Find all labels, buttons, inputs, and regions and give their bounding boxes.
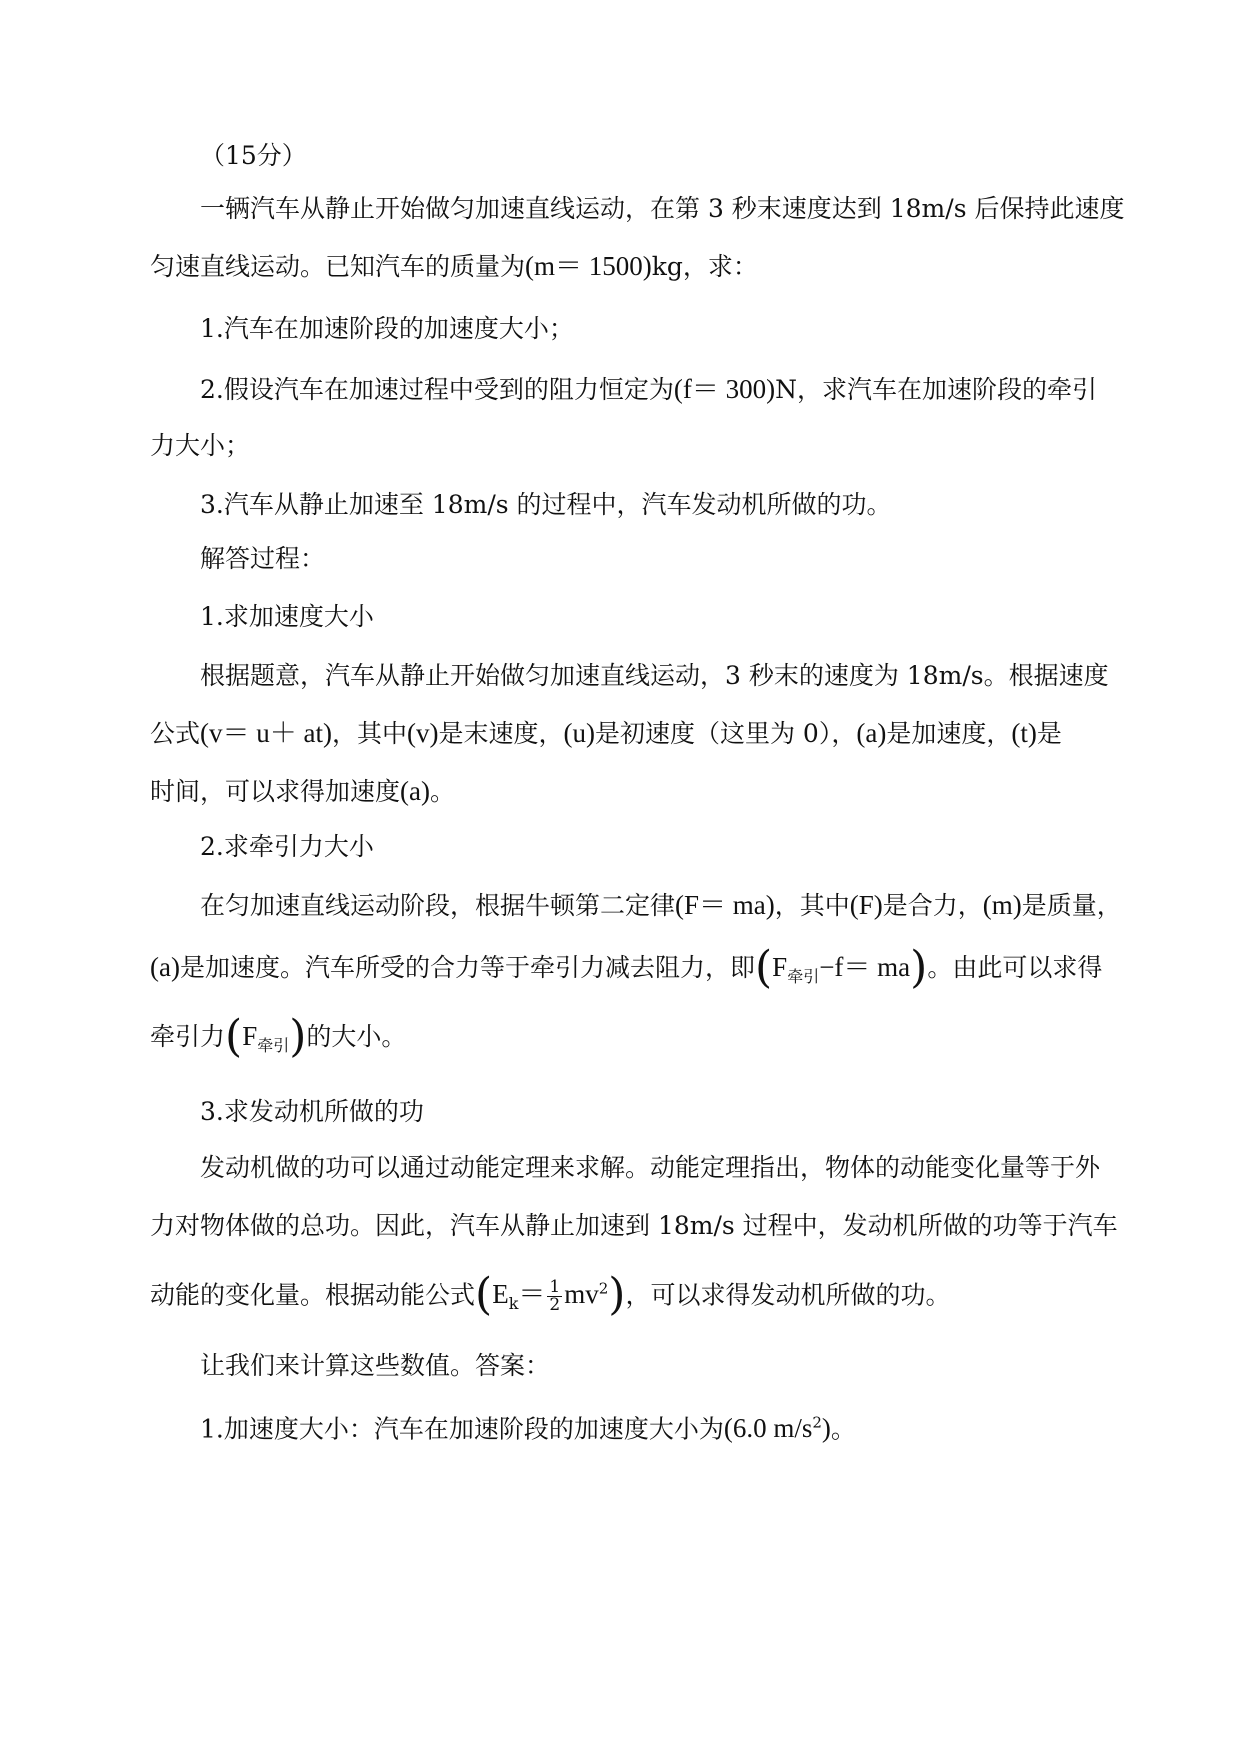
step-2-line-1: 在匀加速直线运动阶段，根据牛顿第二定律(F＝ ma)，其中(F)是合力，(m)是质量， [200, 890, 1122, 920]
velocity-formula: (v＝ u＋ at) [200, 718, 332, 748]
step-3-line-1: 发动机做的功可以通过动能定理来求解。动能定理指出，物体的动能变化量等于外 [200, 1153, 1101, 1182]
solution-heading: 解答过程： [200, 544, 326, 573]
question-3: 3.汽车从静止加速至 18m/s 的过程中，汽车发动机所做的功。 [200, 490, 892, 519]
step-3-line-2: 力对物体做的总功。因此，汽车从静止加速到 18m/s 过程中，发动机所做的功等于汽车 [150, 1211, 1118, 1240]
one-half-fraction: $\frac{1}{2}$ [549, 1277, 561, 1316]
problem-line-1: 一辆汽车从静止开始做匀加速直线运动，在第 3 秒末速度达到 18m/s 后保持此速度 [200, 194, 1125, 223]
traction-force-symbol: $(F_{牵引})$ [225, 1011, 307, 1062]
kinetic-energy-formula: ($E_k=$ $\frac{1}{2}$ $mv^2$) [475, 1269, 626, 1321]
step-1-title: 1.求加速度大小 [200, 602, 374, 631]
step-2-line-2: (a)是加速度。汽车所受的合力等于牵引力减去阻力，即$(F_{牵引}-f= ma)$。由此可以求得 [150, 942, 1103, 993]
mass-expression: (m＝ 1500) [525, 251, 652, 281]
score-label: （15分） [200, 141, 307, 170]
answer-heading: 让我们来计算这些数值。答案： [200, 1351, 551, 1380]
question-1: 1.汽车在加速阶段的加速度大小； [200, 314, 574, 343]
step-1-line-3: 时间，可以求得加速度(a)。 [150, 776, 455, 806]
newton-formula: (F＝ ma) [675, 890, 775, 920]
answer-1: 1.加速度大小：汽车在加速阶段的加速度大小为(6.0 $m/s^2$)。 [200, 1413, 856, 1444]
step-3-title: 3.求发动机所做的功 [200, 1097, 424, 1126]
question-2: 2.假设汽车在加速过程中受到的阻力恒定为(f＝ 300)N，求汽车在加速阶段的牵引 [200, 374, 1097, 404]
step-1-line-2: 公式(v＝ u＋ at)，其中(v)是末速度，(u)是初速度（这里为 0），(a)是加速度，(t)是 [150, 718, 1062, 748]
friction-expression: (f＝ 300) [673, 374, 776, 404]
step-2-title: 2.求牵引力大小 [200, 832, 374, 861]
step-3-line-3: 动能的变化量。根据动能公式($E_k=$ $\frac{1}{2}$ $mv^2$)，可以求得发动机所做的功。 [150, 1269, 951, 1321]
step-1-line-1: 根据题意，汽车从静止开始做匀加速直线运动，3 秒末的速度为 18m/s。根据速度 [200, 661, 1109, 690]
question-2-continued: 力大小； [150, 431, 251, 460]
acceleration-answer: (6.0 $m/s^2$) [723, 1413, 831, 1444]
problem-line-2: 匀速直线运动。已知汽车的质量为(m＝ 1500)kg，求： [150, 251, 758, 281]
step-2-line-3: 牵引力$(F_{牵引})$的大小。 [150, 1011, 407, 1062]
net-force-formula: $(F_{牵引}-f= ma)$ [754, 942, 928, 993]
